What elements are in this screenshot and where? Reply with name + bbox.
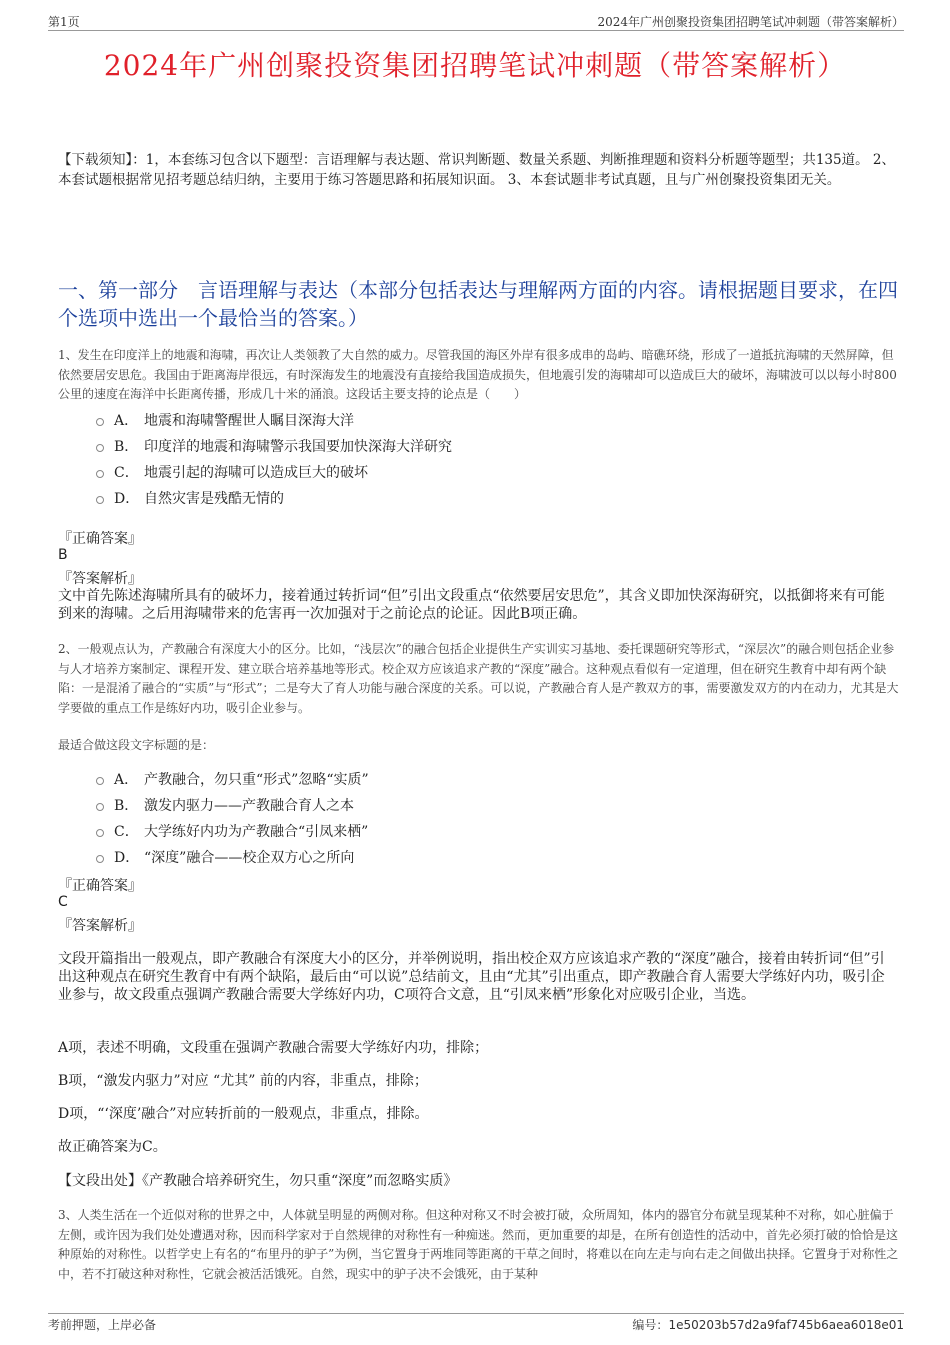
radio-icon[interactable] [96,444,104,452]
conclusion: 故正确答案为C。 [58,1139,167,1155]
page-title: 2024年广州创聚投资集团招聘笔试冲刺题（带答案解析） [103,49,847,82]
correct-answer: B [58,547,68,563]
option-c[interactable]: C． 地震引起的海啸可以造成巨大的破坏 [96,459,452,485]
section-heading: 一、第一部分 言语理解与表达（本部分包括表达与理解两方面的内容。请根据题目要求，在四个选项中选出一个最恰当的答案。） [58,278,898,330]
question-3-stem: 3、人类生活在一个近似对称的世界之中，人体就呈明显的两侧对称。但这种对称又不时会被打破，众所周知，体内的器官分布就呈现某种不对称，如心脏偏于左侧，或许因为我们处处遭遇对称，因而科学家对于自然规律的对称性有一种痴迷。然而，更加重要的却是，在所有创造性的活动中，首先必须打破的恰恰是这种原始的对称性。以哲学史上有名的“布里丹的驴子”为例，当它置身于两堆同等距离的干草之间时，将难以在向左走与向右走之间做出抉择。它置身于对称性之中，若不打破这种对称性，它就会被活活饿死。自然，现实中的驴子决不会饿死，由于某种 [58,1208,899,1281]
option-b[interactable]: B． 激发内驱力——产教融合育人之本 [96,792,369,818]
question-2-stem: 2、一般观点认为，产教融合有深度大小的区分。比如，“浅层次”的融合包括企业提供生产实训实习基地、委托课题研究等形式，“深层次”的融合则包括企业参与人才培养方案制定、课程开发、建立联合培养基地等形式。校企双方应该追求产教的“深度”融合。这种观点看似有一定道理，但在研究生教育中却有两个缺陷：一是混淆了融合的“实质”与“形式”；二是夸大了育人功能与融合深度的关系。可以说，产教融合育人是产教双方的事，需要激发双方的内在动力，尤其是大学要做的重点工作是练好内功，吸引企业参与。 [58,642,899,715]
radio-icon[interactable] [96,829,104,837]
answer-label: 『正确答案』 [58,531,142,547]
option-c[interactable]: C． 大学练好内功为产教融合“引凤来栖” [96,818,369,844]
option-a[interactable]: A． 产教融合，勿只重“形式”忽略“实质” [96,766,369,792]
radio-icon[interactable] [96,855,104,863]
source-note: 【文段出处】《产教融合培养研究生，勿只重“深度”而忽略实质》 [58,1173,458,1189]
question-1-stem: 1、发生在印度洋上的地震和海啸，再次让人类领教了大自然的威力。尽管我国的海区外岸有很多成串的岛屿、暗礁环绕，形成了一道抵抗海啸的天然屏障，但依然要居安思危。我国由于距离海岸很远，有时深海发生的地震没有直接给我国造成损失，但地震引发的海啸却可以造成巨大的破坏，海啸波可以以每小时800公里的速度在海洋中长距离传播，形成几十米的涌浪。这段话主要支持的论点是（ ） [58,348,897,401]
question-2-options [96,766,369,870]
page-number: 第1页 [48,15,80,29]
option-d[interactable]: D． 自然灾害是残酷无情的 [96,485,452,511]
option-a-note: A项，表述不明确，文段重在强调产教融合需要大学练好内功，排除； [58,1040,489,1056]
analysis-text: 文段开篇指出一般观点，即产教融合有深度大小的区分，并举例说明，指出校企双方应该追求产教的“深度”融合，接着由转折词“但”引出这种观点在研究生教育中有两个缺陷，最后由“可以说”总结前文，且由“尤其”引出重点，即产教融合育人需要大学练好内功，吸引企业参与，故文段重点强调产教融合需要大学练好内功，C项符合文意，且“引凤来栖”形象化对应吸引企业，当选。 [58,951,885,1003]
question-2-prompt: 最适合做这段文字标题的是： [58,738,215,752]
analysis-text: 文中首先陈述海啸所具有的破坏力，接着通过转折词“但”引出文段重点“依然要居安思危”，其含义即加快深海研究，以抵御将来有可能到来的海啸。之后用海啸带来的危害再一次加强对于之前论点的论证。因此B项正确。 [58,588,885,622]
radio-icon[interactable] [96,470,104,478]
option-b[interactable]: B． 印度洋的地震和海啸警示我国要加快深海大洋研究 [96,433,452,459]
download-notice: 【下载须知】：1，本套练习包含以下题型：言语理解与表达题、常识判断题、数量关系题、判断推理题和资料分析题等题型；共135道。 2、本套试题根据常见招考题总结归纳，主要用于练习答题思路和拓展知识面。 3、本套试题非考试真题，且与广州创聚投资集团无关。 [58,152,895,188]
analysis-label: 『答案解析』 [58,918,142,934]
option-d[interactable]: D． “深度”融合——校企双方心之所向 [96,844,369,870]
radio-icon[interactable] [96,803,104,811]
analysis-label: 『答案解析』 [58,571,142,587]
header-doc-title: 2024年广州创聚投资集团招聘笔试冲刺题（带答案解析） [597,15,904,29]
radio-icon[interactable] [96,418,104,426]
correct-answer: C [58,894,68,910]
radio-icon[interactable] [96,496,104,504]
question-1-options [96,407,452,511]
page-header [48,10,904,31]
option-a[interactable]: A． 地震和海啸警醒世人瞩目深海大洋 [96,407,452,433]
page-footer [48,1313,904,1332]
footer-slogan: 考前押题，上岸必备 [48,1318,157,1332]
option-d-note: D项，“‘深度’融合”对应转折前的一般观点，非重点，排除。 [58,1106,429,1122]
option-b-note: B项，“激发内驱力”对应 “尤其” 前的内容，非重点，排除； [58,1073,428,1089]
answer-label: 『正确答案』 [58,878,142,894]
footer-code: 编号：1e50203b57d2a9faf745b6aea6018e01 [632,1318,904,1332]
radio-icon[interactable] [96,777,104,785]
